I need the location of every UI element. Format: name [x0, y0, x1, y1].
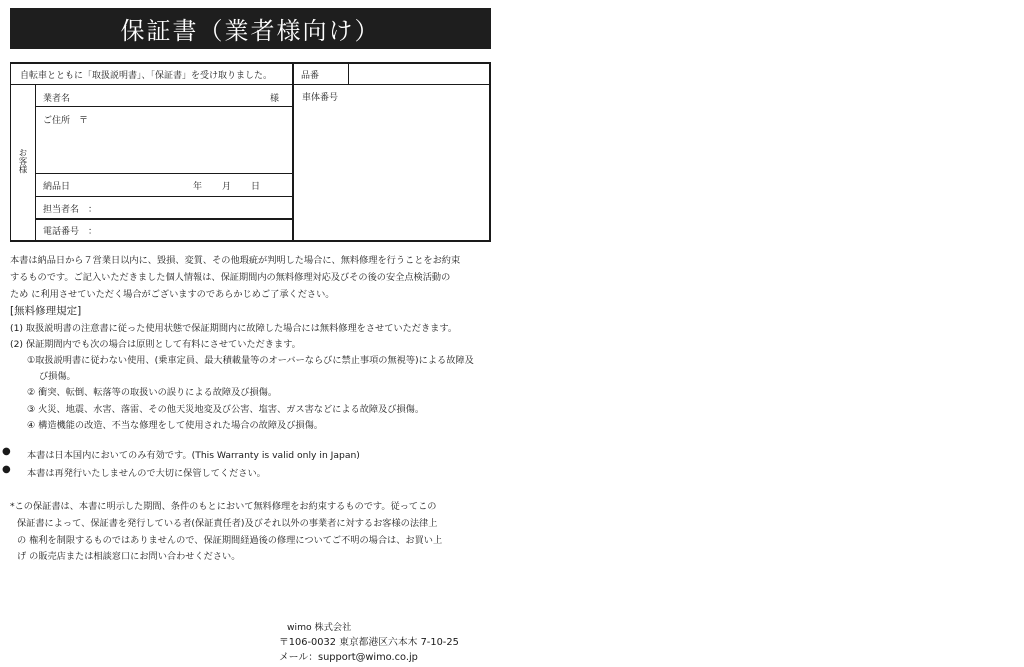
- year-label: 年: [193, 182, 203, 192]
- phone-number-label: 電話番号 ：: [43, 227, 98, 237]
- staff-row-line: [35, 218, 293, 220]
- notice-line-1: 本書は納品日から７営業日以内に、毀損、変質、その他瑕疵が判明した場合に、無料修理を行うことをお約束: [10, 255, 461, 266]
- footnote-line-2: 保証書によって、保証書を発行している者(保証責任者)及びそれ以外の事業者に対するお客様の法律上: [17, 518, 438, 529]
- notice-line-3: ため に利用させていただく場合がございますのであらかじめご了承ください。: [10, 289, 335, 300]
- company-email: メール：support@wimo.co.jp: [279, 652, 418, 663]
- shatai-number-label: 車体番号: [302, 93, 339, 103]
- document-title: 保証書（業者様向け）: [10, 8, 491, 49]
- form-border-right: [489, 62, 491, 242]
- footnote-line-3: の 権利を制限するものではありませんので、保証期間経過後の修理についてご不明の場合は、お買い上: [17, 535, 443, 546]
- company-name: wimo 株式会社: [287, 622, 352, 633]
- hinban-divider: [348, 62, 349, 85]
- form-row-line: [10, 84, 491, 85]
- bullet-dot-1: ●: [2, 446, 11, 457]
- footnote-line-4: げ の販売店または相談窓口にお問い合わせください。: [17, 551, 241, 562]
- rule-sub-item-2: ② 衝突、転倒、転落等の取扱いの誤りによる故障及び損傷。: [27, 387, 278, 398]
- footnote-line-1: *この保証書は、本書に明示した期間、条件のもとにおいて無料修理をお約束するものです。従ってこの: [10, 501, 437, 512]
- notice-line-2: するものです。ご記入いただきました個人情報は、保証期間内の無料修理対応及びその後の安全点検活動の: [10, 272, 451, 283]
- received-text: 自転車とともに「取扱説明書」、「保証書」を受け取りました。: [20, 71, 273, 81]
- dealer-name-label: 業者名: [43, 94, 71, 104]
- rules-heading: [無料修理規定]: [10, 305, 82, 317]
- form-border-left: [10, 62, 11, 242]
- sama-label: 様: [270, 94, 280, 104]
- rule-item-2: (2) 保証期間内でも次の場合は原則として有料にさせていただきます。: [10, 339, 301, 350]
- customer-label: お客様: [17, 148, 27, 174]
- rule-item-1: (1) 取扱説明書の注意書に従った使用状態で保証期間内に故障した場合には無料修理をさせていただきます。: [10, 323, 458, 334]
- staff-name-label: 担当者名 ：: [43, 205, 98, 215]
- rule-sub-item-1: ①取扱説明書に従わない使用、(乗車定員、最大積載量等のオーバーならびに禁止事項の無視等)による故障及: [27, 355, 474, 366]
- dealer-row-line: [35, 106, 293, 107]
- delivery-row-line: [35, 196, 293, 197]
- form-border-top: [10, 62, 491, 64]
- day-label: 日: [251, 182, 261, 192]
- rule-sub-item-1-cont: び損傷。: [39, 371, 76, 382]
- rule-sub-item-3: ③ 火災、地震、水害、落雷、その他天災地変及び公害、塩害、ガス害などによる故障及び損傷。: [27, 404, 425, 415]
- company-address: 〒106-0032 東京都港区六本木 7-10-25: [279, 637, 459, 648]
- form-border-bottom: [10, 240, 491, 242]
- delivery-date-label: 納品日: [43, 182, 71, 192]
- form-column-line: [292, 62, 294, 242]
- bullet-item-1: 本書は日本国内においてのみ有効です。(This Warranty is valid only in Japan): [27, 450, 360, 461]
- address-label: ご住所 〒: [43, 116, 89, 126]
- address-row-line: [35, 173, 293, 174]
- hinban-label: 品番: [301, 71, 320, 81]
- bullet-dot-2: ●: [2, 464, 11, 475]
- rule-sub-item-4: ④ 構造機能の改造、不当な修理をして使用された場合の故障及び損傷。: [27, 420, 323, 431]
- bullet-item-2: 本書は再発行いたしませんので大切に保管してください。: [27, 468, 266, 479]
- month-label: 月: [222, 182, 232, 192]
